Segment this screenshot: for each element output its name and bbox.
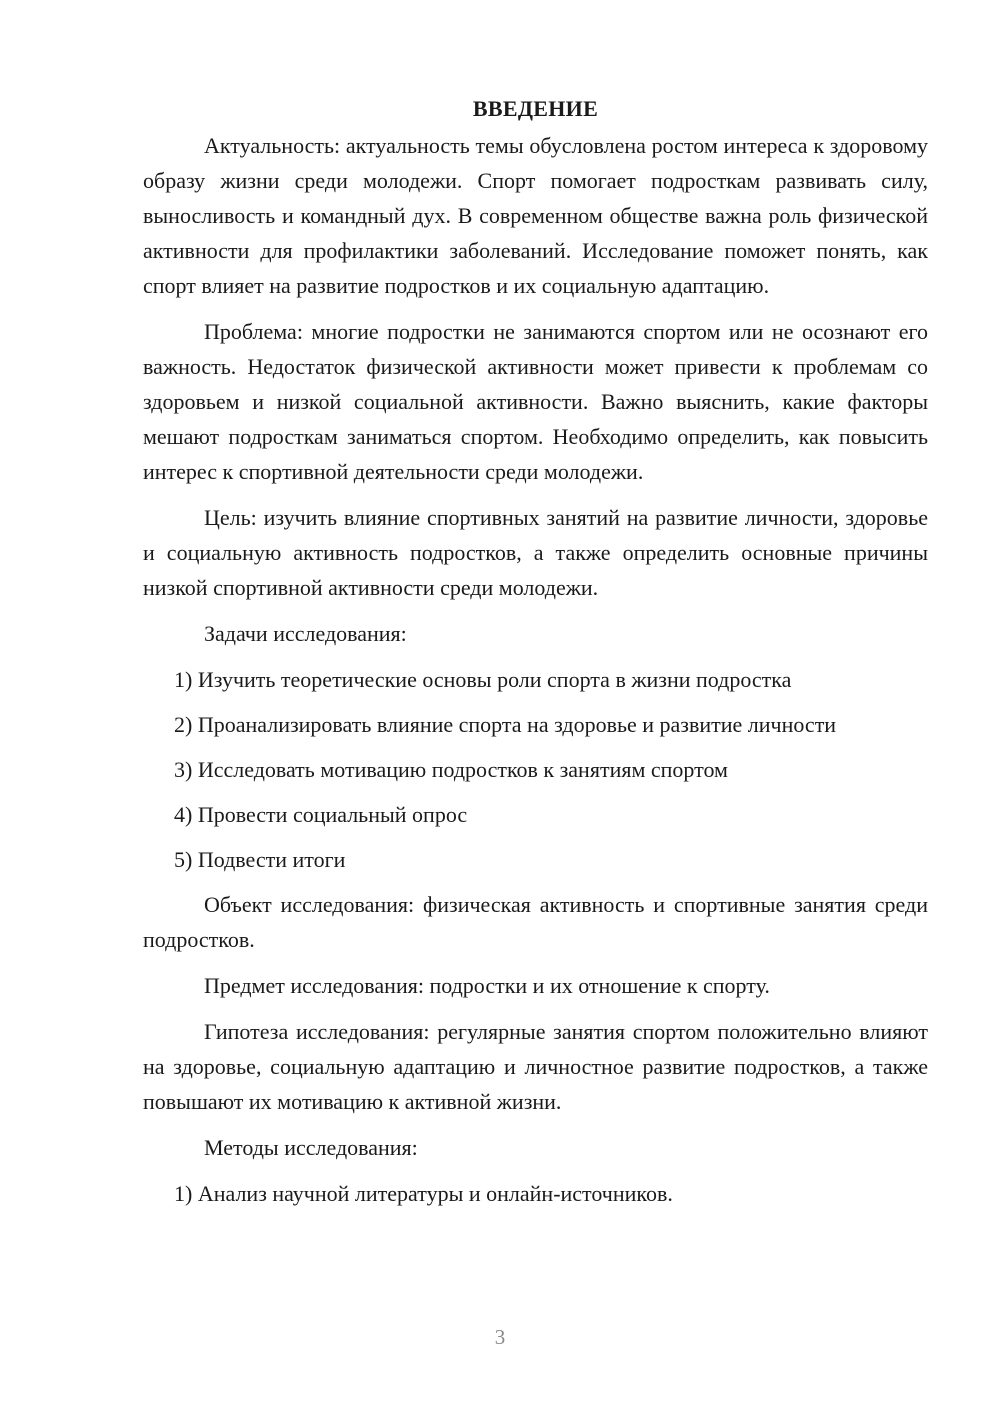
task-item: 1) Изучить теоретические основы роли спорта в жизни подростка <box>174 667 792 692</box>
document-page <box>143 92 928 1221</box>
task-item: 5) Подвести итоги <box>174 847 346 872</box>
method-item: 1) Анализ научной литературы и онлайн-источников. <box>174 1181 673 1206</box>
problem-paragraph: Проблема: многие подростки не занимаются спортом или не осознают его важность. Недостаток физической активности может привести к проблемам со здоровьем и низкой социальной активности. Важно выяснить, какие факторы мешают подросткам заниматься спортом. Необходимо определить, как повысить интерес к спортивной деятельности среди молодежи. <box>143 319 928 484</box>
task-item: 2) Проанализировать влияние спорта на здоровье и развитие личности <box>174 712 837 737</box>
hypothesis-paragraph: Гипотеза исследования: регулярные занятия спортом положительно влияют на здоровье, социальную адаптацию и личностное развитие подростков, а также повышают их мотивацию к активной жизни. <box>143 1019 928 1114</box>
task-item: 3) Исследовать мотивацию подростков к занятиям спортом <box>174 757 728 782</box>
relevance-paragraph: Актуальность: актуальность темы обусловлена ростом интереса к здоровому образу жизни среди молодежи. Спорт помогает подросткам развивать силу, выносливость и командный дух. В современном обществе важна роль физической активности для профилактики заболеваний. Исследование поможет понять, как спорт влияет на развитие подростков и их социальную адаптацию. <box>143 133 928 298</box>
tasks-heading: Задачи исследования: <box>204 621 407 646</box>
page-number: 3 <box>494 1325 506 1349</box>
methods-heading: Методы исследования: <box>204 1135 418 1160</box>
task-item: 4) Провести социальный опрос <box>174 802 468 827</box>
section-title: ВВЕДЕНИЕ <box>472 96 599 121</box>
goal-paragraph: Цель: изучить влияние спортивных занятий на развитие личности, здоровье и социальную активность подростков, а также определить основные причины низкой спортивной активности среди молодежи. <box>143 505 928 600</box>
object-paragraph: Объект исследования: физическая активность и спортивные занятия среди подростков. <box>143 892 928 952</box>
subject-paragraph: Предмет исследования: подростки и их отношение к спорту. <box>204 973 770 998</box>
